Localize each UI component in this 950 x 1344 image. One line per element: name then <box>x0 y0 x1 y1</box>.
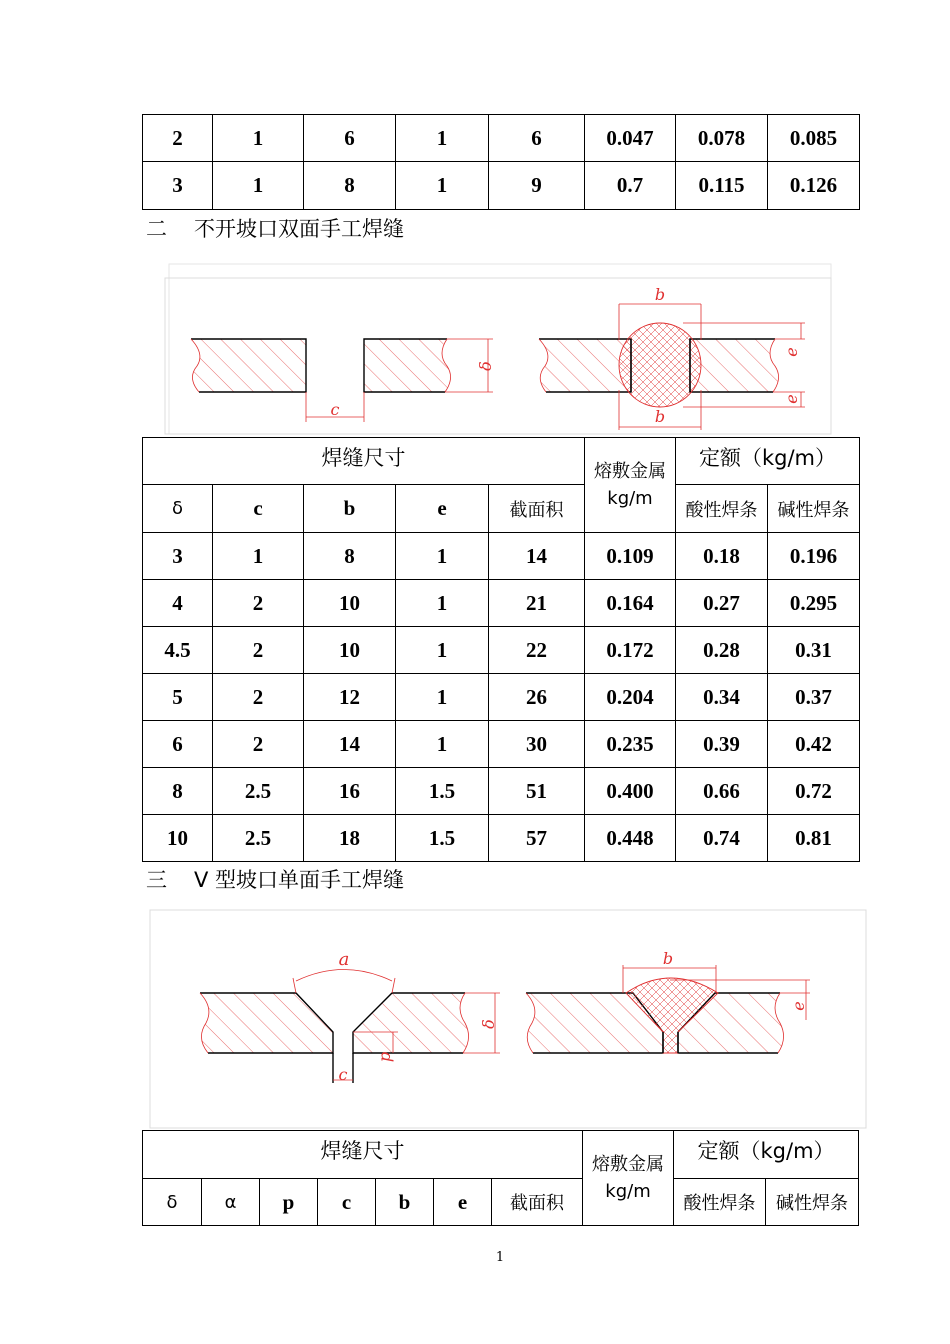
cell: 0.115 <box>676 162 768 210</box>
col-acid: 酸性焊条 <box>676 485 768 533</box>
cell: 2 <box>213 580 304 627</box>
cell: 0.047 <box>585 115 676 162</box>
cell: 0.81 <box>768 815 860 862</box>
cell: 10 <box>304 627 396 674</box>
cell: 0.37 <box>768 674 860 721</box>
metal-header-label: 熔敷金属 <box>592 1154 665 1175</box>
weld-table-v-groove <box>142 1130 859 1226</box>
cell: 0.196 <box>768 533 860 580</box>
section-heading-3 <box>146 864 404 894</box>
weld-table-square-butt <box>142 437 860 862</box>
metal-unit-label: kg/m <box>605 1181 651 1202</box>
label-e: e <box>789 1001 808 1011</box>
cell: 0.28 <box>676 627 768 674</box>
header-deposited-metal <box>585 438 676 533</box>
col-delta: δ <box>143 1179 202 1226</box>
cell: 5 <box>143 674 213 721</box>
table-row <box>143 115 860 162</box>
cell: 14 <box>304 721 396 768</box>
weld-diagram-square-butt <box>163 262 835 438</box>
cell: 0.31 <box>768 627 860 674</box>
cell: 3 <box>143 162 213 210</box>
section-heading-2 <box>146 213 404 243</box>
cell: 9 <box>489 162 585 210</box>
cell: 1 <box>396 674 489 721</box>
table-row <box>143 580 860 627</box>
label-p: p <box>375 1051 394 1063</box>
cell: 6 <box>143 721 213 768</box>
cell: 8 <box>304 162 396 210</box>
label-b-bottom: b <box>654 407 666 426</box>
cell: 0.400 <box>585 768 676 815</box>
cell: 0.295 <box>768 580 860 627</box>
table-row <box>143 815 860 862</box>
cell: 8 <box>304 533 396 580</box>
cell: 2 <box>213 627 304 674</box>
header-deposited-metal <box>583 1131 674 1226</box>
col-c: c <box>213 485 304 533</box>
cell: 1 <box>213 115 304 162</box>
col-area: 截面积 <box>492 1179 583 1226</box>
cell: 8 <box>143 768 213 815</box>
col-e: e <box>434 1179 492 1226</box>
section-number: 三 <box>146 868 167 892</box>
col-acid: 酸性焊条 <box>674 1179 766 1226</box>
cell: 0.74 <box>676 815 768 862</box>
cell: 2 <box>213 721 304 768</box>
col-area: 截面积 <box>489 485 585 533</box>
section-title: V 型坡口单面手工焊缝 <box>194 868 405 892</box>
cell: 0.085 <box>768 115 860 162</box>
cell: 57 <box>489 815 585 862</box>
cell: 18 <box>304 815 396 862</box>
table-continued <box>142 114 860 210</box>
cell: 1.5 <box>396 815 489 862</box>
table-row <box>143 627 860 674</box>
cell: 51 <box>489 768 585 815</box>
cell: 4 <box>143 580 213 627</box>
metal-unit-label: kg/m <box>607 488 653 509</box>
cell: 1 <box>213 162 304 210</box>
col-p: p <box>260 1179 318 1226</box>
cell: 21 <box>489 580 585 627</box>
header-quota: 定额（kg/m） <box>674 1131 859 1179</box>
cell: 10 <box>143 815 213 862</box>
cell: 0.27 <box>676 580 768 627</box>
label-alpha: a <box>338 949 350 970</box>
weld-diagram-v-groove <box>148 908 868 1130</box>
section-number: 二 <box>146 217 167 241</box>
cell: 10 <box>304 580 396 627</box>
cell: 26 <box>489 674 585 721</box>
cell: 2 <box>213 674 304 721</box>
cell: 2.5 <box>213 768 304 815</box>
cell: 6 <box>489 115 585 162</box>
cell: 4.5 <box>143 627 213 674</box>
col-b: b <box>304 485 396 533</box>
header-weld-dimensions: 焊缝尺寸 <box>143 1131 583 1179</box>
cell: 0.72 <box>768 768 860 815</box>
cell: 0.18 <box>676 533 768 580</box>
label-e-bottom: e <box>782 394 801 404</box>
label-b-top: b <box>654 285 666 304</box>
cell: 0.7 <box>585 162 676 210</box>
col-b: b <box>376 1179 434 1226</box>
cell: 1 <box>213 533 304 580</box>
section-title: 不开坡口双面手工焊缝 <box>194 217 404 241</box>
cell: 0.126 <box>768 162 860 210</box>
table-row <box>143 162 860 210</box>
cell: 22 <box>489 627 585 674</box>
cell: 2.5 <box>213 815 304 862</box>
cell: 0.448 <box>585 815 676 862</box>
col-alpha: α <box>202 1179 260 1226</box>
label-delta: δ <box>479 1019 498 1029</box>
cell: 1 <box>396 627 489 674</box>
cell: 0.34 <box>676 674 768 721</box>
col-e: e <box>396 485 489 533</box>
page-number: 1 <box>495 1250 505 1265</box>
cell: 1.5 <box>396 768 489 815</box>
cell: 0.172 <box>585 627 676 674</box>
cell: 1 <box>396 533 489 580</box>
label-b: b <box>662 949 674 968</box>
cell: 16 <box>304 768 396 815</box>
label-delta: δ <box>476 361 495 371</box>
cell: 1 <box>396 162 489 210</box>
cell: 0.39 <box>676 721 768 768</box>
cell: 1 <box>396 721 489 768</box>
cell: 0.235 <box>585 721 676 768</box>
cell: 1 <box>396 115 489 162</box>
header-quota: 定额（kg/m） <box>676 438 860 485</box>
cell: 0.66 <box>676 768 768 815</box>
cell: 6 <box>304 115 396 162</box>
cell: 0.164 <box>585 580 676 627</box>
header-weld-dimensions: 焊缝尺寸 <box>143 438 585 485</box>
table-row <box>143 533 860 580</box>
label-c: c <box>330 400 340 419</box>
cell: 2 <box>143 115 213 162</box>
cell: 14 <box>489 533 585 580</box>
label-c: c <box>338 1065 348 1084</box>
cell: 0.42 <box>768 721 860 768</box>
label-e-top: e <box>782 347 801 357</box>
cell: 0.109 <box>585 533 676 580</box>
metal-header-label: 熔敷金属 <box>594 461 666 482</box>
table-row <box>143 721 860 768</box>
cell: 12 <box>304 674 396 721</box>
col-delta: δ <box>143 485 213 533</box>
col-basic: 碱性焊条 <box>766 1179 859 1226</box>
table-row <box>143 768 860 815</box>
cell: 0.204 <box>585 674 676 721</box>
cell: 30 <box>489 721 585 768</box>
cell: 0.078 <box>676 115 768 162</box>
cell: 1 <box>396 580 489 627</box>
table-row <box>143 674 860 721</box>
cell: 3 <box>143 533 213 580</box>
col-c: c <box>318 1179 376 1226</box>
col-basic: 碱性焊条 <box>768 485 860 533</box>
